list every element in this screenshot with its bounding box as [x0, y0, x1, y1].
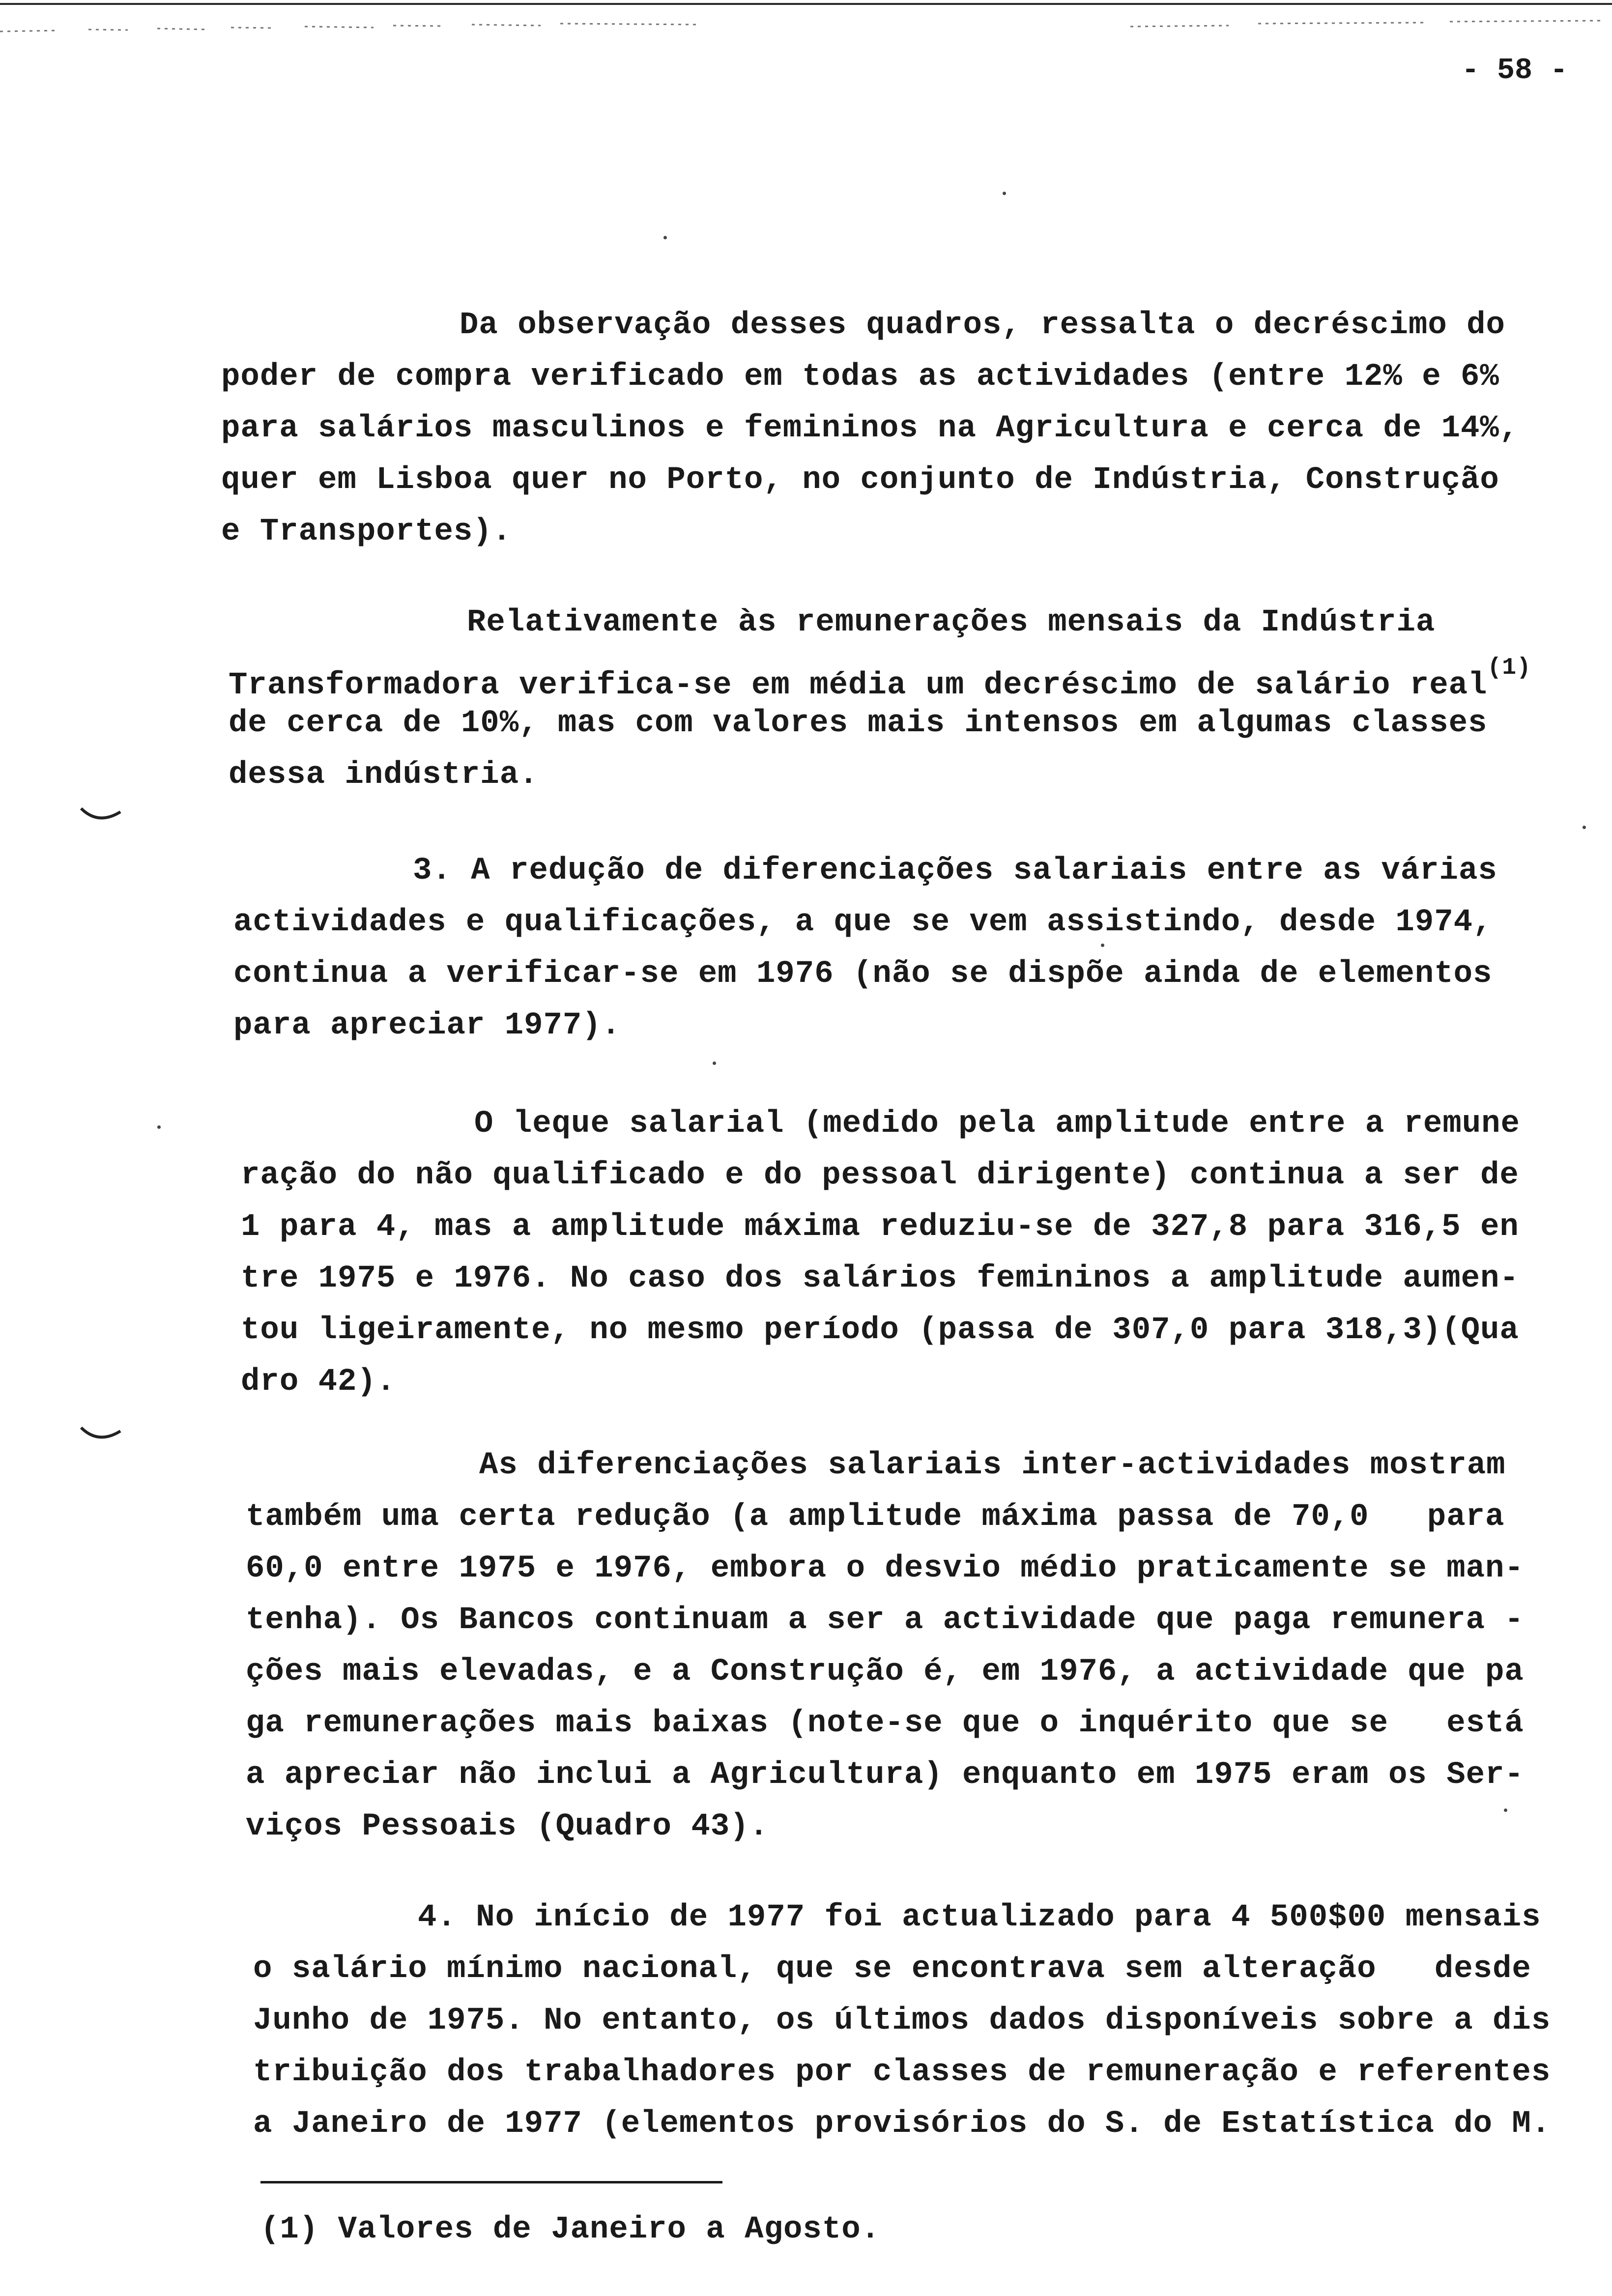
text-line: tre 1975 e 1976. No caso dos salários femininos a amplitude aumen-: [241, 1261, 1519, 1296]
page-number: - 58 -: [1461, 54, 1568, 87]
text-line: para salários masculinos e femininos na Agricultura e cerca de 14%,: [221, 411, 1519, 446]
text-line: tou ligeiramente, no mesmo período (passa de 307,0 para 318,3)(Qua: [241, 1313, 1519, 1348]
text-line: ração do não qualificado e do pessoal dirigente) continua a ser de: [241, 1158, 1519, 1193]
scan-top-rule: [0, 3, 1612, 5]
text-line: tribuição dos trabalhadores por classes de remuneração e referentes: [253, 2055, 1551, 2090]
text-line: poder de compra verificado em todas as actividades (entre 12% e 6%: [221, 359, 1499, 395]
text-line: Relativamente às remunerações mensais da Indústria: [467, 605, 1436, 640]
text-line: [229, 656, 1531, 701]
footnote-rule: [260, 2181, 722, 2183]
text-line: ga remunerações mais baixas (note-se que o inquérito que se está: [246, 1706, 1524, 1741]
scan-speck: [1504, 1808, 1507, 1812]
text-line: O leque salarial (medido pela amplitude entre a remune: [474, 1106, 1520, 1142]
footnote: (1) Valores de Janeiro a Agosto.: [260, 2212, 880, 2247]
scan-speck: [1583, 826, 1586, 829]
text-line: continua a verificar-se em 1976 (não se dispõe ainda de elementos: [233, 956, 1493, 992]
text-line: viços Pessoais (Quadro 43).: [246, 1809, 769, 1844]
scan-speck: [713, 1062, 716, 1065]
text-line: a Janeiro de 1977 (elementos provisórios do S. de Estatística do M.: [253, 2106, 1551, 2142]
text-line: 60,0 entre 1975 e 1976, embora o desvio médio praticamente se man-: [246, 1551, 1524, 1586]
scan-speck: [157, 1125, 161, 1129]
margin-mark: [79, 1425, 123, 1445]
text-line: também uma certa redução (a amplitude máxima passa de 70,0 para: [246, 1499, 1505, 1535]
text-line: dessa indústria.: [229, 757, 539, 793]
text-line: ções mais elevadas, e a Construção é, em 1976, a actividade que pa: [246, 1654, 1524, 1690]
scan-noise: [0, 17, 1612, 36]
text-line: actividades e qualificações, a que se vem assistindo, desde 1974,: [233, 905, 1493, 940]
footnote-reference: (1): [1487, 655, 1531, 681]
text-line: tenha). Os Bancos continuam a ser a actividade que paga remunera -: [246, 1603, 1524, 1638]
text-line: 1 para 4, mas a amplitude máxima reduziu-se de 327,8 para 316,5 en: [241, 1209, 1519, 1245]
text-line: As diferenciações salariais inter-actividades mostram: [479, 1448, 1506, 1483]
text-line: quer em Lisboa quer no Porto, no conjunto de Indústria, Construção: [221, 462, 1499, 498]
text-line: o salário mínimo nacional, que se encontrava sem alteração desde: [253, 1952, 1531, 1987]
text-line: a apreciar não inclui a Agricultura) enquanto em 1975 eram os Ser-: [246, 1757, 1524, 1793]
text-line: e Transportes).: [221, 514, 512, 549]
scan-speck: [663, 236, 667, 239]
text-line: Junho de 1975. No entanto, os últimos dados disponíveis sobre a dis: [253, 2003, 1551, 2038]
scan-speck: [1101, 944, 1104, 947]
text-line: para apreciar 1977).: [233, 1008, 621, 1043]
text-line: 4. No início de 1977 foi actualizado para 4 500$00 mensais: [418, 1900, 1541, 1935]
margin-mark: [79, 806, 123, 826]
text-line-body: Transformadora verifica-se em média um decréscimo de salário real: [229, 668, 1488, 703]
text-line: dro 42).: [241, 1364, 396, 1400]
text-line: 3. A redução de diferenciações salariais entre as várias: [413, 853, 1497, 889]
text-line: de cerca de 10%, mas com valores mais intensos em algumas classes: [229, 706, 1488, 741]
text-line: Da observação desses quadros, ressalta o decréscimo do: [460, 308, 1505, 343]
scan-speck: [1003, 192, 1006, 195]
